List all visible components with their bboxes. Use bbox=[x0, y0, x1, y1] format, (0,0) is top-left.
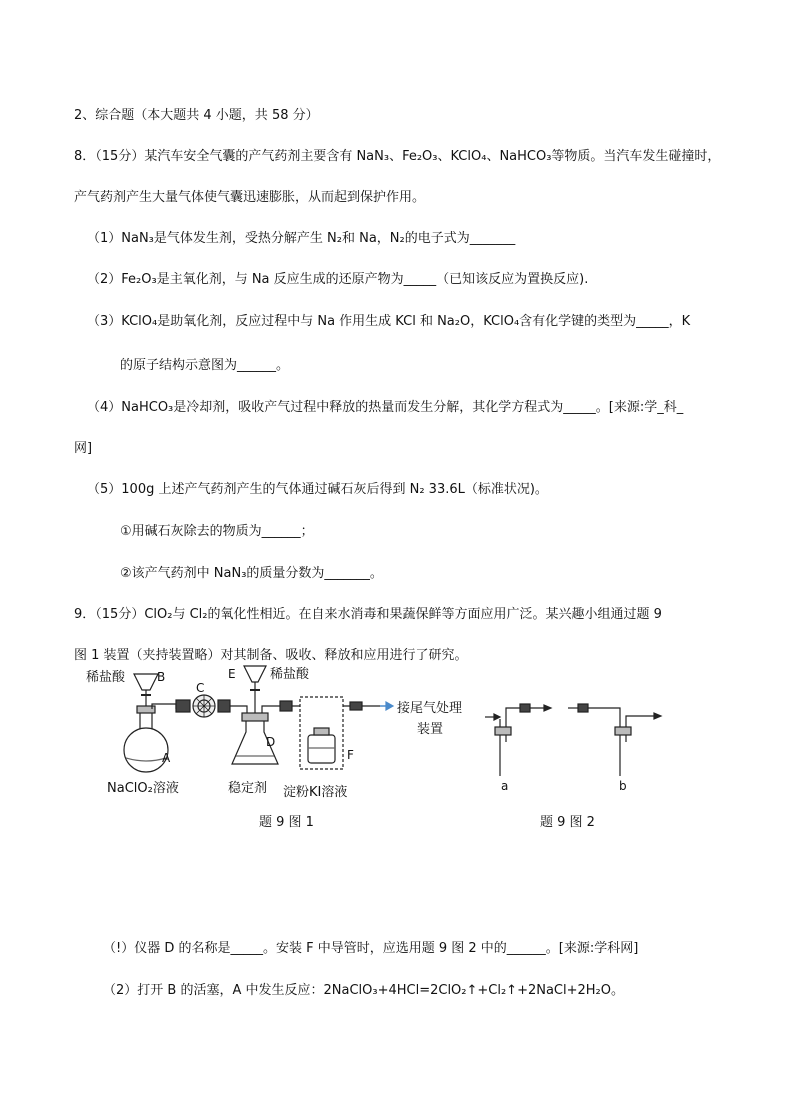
q9-part-1: （!）仪器 D 的名称是_____。安装 F 中导管时，应选用题 9 图 2 中的______。[来源:学科网] bbox=[103, 941, 639, 956]
apparatus-c bbox=[193, 695, 215, 717]
label-option-a: a bbox=[501, 779, 509, 793]
label-b: B bbox=[157, 670, 166, 684]
label-c: C bbox=[196, 681, 205, 695]
q8-part-3-line-1: （3）KClO₄是助氧化剂，反应过程中与 Na 作用生成 KCl 和 Na₂O，KClO₄含有化学键的类型为_____，K bbox=[87, 314, 691, 329]
q8-part-5-sub-1: ①用碱石灰除去的物质为______； bbox=[120, 524, 314, 539]
q8-part-5: （5）100g 上述产气药剂产生的气体通过碱石灰后得到 N₂ 33.6L（标准状况)。 bbox=[87, 482, 548, 497]
bottle-f bbox=[308, 728, 335, 763]
label-d: D bbox=[266, 735, 276, 749]
q8-part-5-sub-2: ②该产气药剂中 NaN₃的质量分数为_______。 bbox=[120, 566, 383, 581]
label-acid-left: 稀盐酸 bbox=[86, 670, 126, 685]
rubber-joint-1 bbox=[176, 700, 190, 712]
rubber-joint-4 bbox=[350, 702, 362, 710]
caption-fig-1: 题 9 图 1 bbox=[259, 815, 314, 830]
q8-part-3-line-2: 的原子结构示意图为______。 bbox=[120, 358, 290, 373]
rubber-joint-2 bbox=[218, 700, 230, 712]
label-e: E bbox=[228, 667, 236, 681]
q9-stem-line-2: 图 1 装置（夹持装置略）对其制备、吸收、释放和应用进行了研究。 bbox=[74, 648, 468, 663]
label-tail-gas: 接尾气处理 bbox=[397, 701, 463, 716]
q9-part-2: （2）打开 B 的活塞，A 中发生反应：2NaClO₃+4HCl=2ClO₂↑+Cl₂↑+2NaCl+2H₂O。 bbox=[103, 983, 625, 998]
label-a-apparatus: A bbox=[162, 751, 171, 765]
label-option-b: b bbox=[619, 779, 627, 793]
q8-stem-line-1: 8．（15分）某汽车安全气囊的产气药剂主要含有 NaN₃、Fe₂O₃、KClO₄、NaHCO₃等物质。当汽车发生碰撞时， bbox=[74, 149, 721, 164]
caption-fig-2: 题 9 图 2 bbox=[540, 815, 595, 830]
q8-stem-line-2: 产气药剂产生大量气体使气囊迅速膨胀，从而起到保护作用。 bbox=[74, 190, 426, 205]
tube-c-d bbox=[230, 706, 247, 713]
label-f: F bbox=[347, 748, 354, 762]
funnel-b bbox=[134, 674, 158, 706]
label-device: 装置 bbox=[417, 722, 444, 737]
q9-stem-line-1: 9．（15分）ClO₂与 Cl₂的氧化性相近。在自来水消毒和果蔬保鲜等方面应用广泛。某兴趣小组通过题 9 bbox=[74, 607, 662, 622]
q8-part-2: （2）Fe₂O₃是主氧化剂，与 Na 反应生成的还原产物为_____（已知该反应为置换反应). bbox=[87, 272, 589, 287]
outflow-arrow bbox=[386, 702, 393, 710]
q8-part-1: （1）NaN₃是气体发生剂，受热分解产生 N₂和 Na，N₂的电子式为_______ bbox=[87, 231, 516, 246]
label-ki: 淀粉KI溶液 bbox=[283, 785, 348, 800]
label-stabilizer: 稳定剂 bbox=[228, 781, 268, 796]
tube-b-option bbox=[568, 704, 661, 776]
label-acid-right: 稀盐酸 bbox=[270, 667, 310, 682]
q8-part-4-line-1: （4）NaHCO₃是冷却剂，吸收产气过程中释放的热量而发生分解，其化学方程式为_____。[来源:学_科_ bbox=[87, 400, 684, 415]
tube-a-c bbox=[152, 704, 176, 709]
rubber-joint-3 bbox=[280, 701, 292, 711]
label-naclo2: NaClO₂溶液 bbox=[107, 781, 179, 796]
q8-part-4-line-2: 网] bbox=[74, 441, 93, 456]
tube-a-option bbox=[485, 704, 551, 776]
section-heading: 2、综合题（本大题共 4 小题，共 58 分） bbox=[74, 108, 319, 123]
